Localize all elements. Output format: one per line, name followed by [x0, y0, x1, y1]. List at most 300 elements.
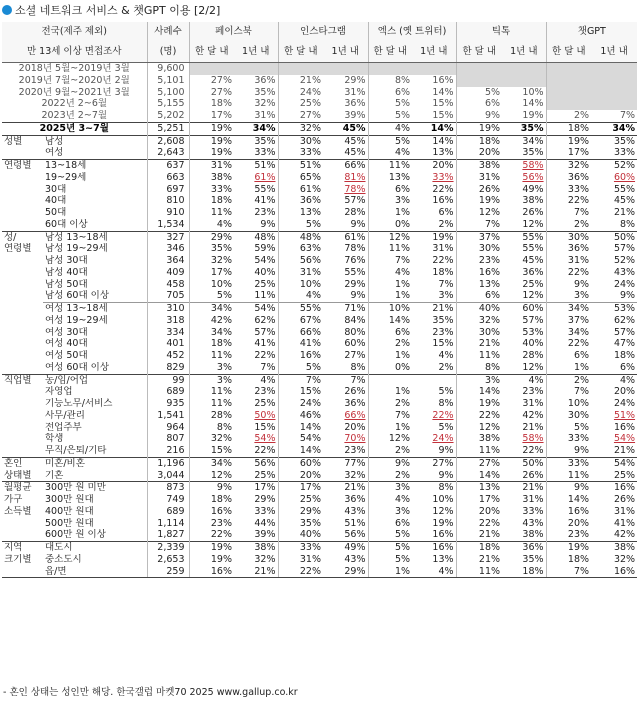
subgroup-label: 무직/은퇴/기타	[45, 445, 107, 456]
header-month: 한 달 내	[278, 42, 323, 63]
value-cell: 19%	[522, 110, 544, 121]
value-cell: 1%	[368, 350, 412, 362]
value-cell: 5%	[368, 135, 412, 147]
value-cell: 25%	[522, 278, 544, 290]
value-cell: 2%	[546, 374, 591, 386]
value-cell: 27%	[189, 87, 234, 99]
value-cell: 3%	[368, 506, 412, 518]
table-row	[2, 433, 637, 445]
value-cell: 16%	[591, 566, 637, 578]
value-cell: 30%	[546, 410, 591, 422]
value-cell: 6%	[619, 361, 636, 373]
value-cell: 30%	[546, 231, 591, 243]
sample-count: 689	[147, 506, 189, 518]
value-cell: 16%	[591, 482, 637, 494]
sample-count: 452	[147, 350, 189, 362]
value-cell: 26%	[522, 207, 544, 218]
value-cell: 78%	[344, 243, 366, 255]
sample-count: 689	[147, 386, 189, 398]
value-cell: 12%	[456, 422, 502, 434]
value-cell: 31%	[456, 172, 502, 184]
value-cell: 10%	[432, 494, 454, 505]
subgroup-label: 남성 30대	[45, 255, 88, 266]
value-cell: 7%	[368, 410, 412, 422]
value-cell: 9%	[350, 290, 366, 302]
value-cell: 14%	[432, 86, 454, 98]
subgroup-label: 500만 원대	[45, 517, 94, 529]
subgroup-label: 여성 13~18세	[43, 303, 147, 315]
history-period: 2018년 5월~2019년 3월	[18, 63, 130, 74]
sample-count: 1,196	[147, 457, 189, 469]
value-cell: 21%	[613, 445, 636, 456]
sample-count: 327	[147, 231, 189, 243]
group-label-empty	[2, 279, 43, 291]
value-cell: 16%	[189, 566, 234, 578]
subgroup-label: 여성 60대 이상	[45, 361, 110, 373]
value-cell: 31%	[546, 255, 591, 267]
table-row	[2, 554, 637, 566]
value-cell: 19%	[189, 554, 234, 566]
value-cell: 62%	[254, 314, 276, 326]
value-cell: 21%	[234, 566, 278, 578]
value-cell: 51%	[613, 409, 636, 421]
value-cell: 35%	[432, 314, 454, 326]
value-cell: 14%	[412, 135, 456, 147]
value-cell: 30%	[456, 243, 502, 255]
table-row	[2, 350, 637, 362]
group-label: 연령별	[2, 160, 43, 172]
value-cell: 21%	[278, 75, 323, 87]
value-cell: 51%	[278, 160, 323, 172]
value-cell: 60%	[344, 338, 366, 350]
table-row	[2, 470, 637, 482]
value-cell: 23%	[189, 518, 234, 530]
value-cell: 22%	[546, 195, 591, 207]
value-cell: 39%	[344, 110, 366, 121]
sample-count: 2,653	[147, 554, 189, 566]
value-cell: 19%	[412, 231, 456, 243]
group-label-empty	[2, 338, 43, 350]
subgroup-label: 자영업	[45, 386, 73, 398]
value-cell: 31%	[278, 267, 323, 279]
value-cell: 9%	[438, 469, 454, 481]
sample-count: 964	[147, 422, 189, 434]
value-cell: 6%	[456, 290, 502, 302]
value-cell: 7%	[323, 374, 368, 386]
header-month: 한 달 내	[456, 42, 502, 63]
value-cell: 19%	[432, 517, 454, 529]
value-cell: 28%	[522, 350, 544, 361]
value-cell: 66%	[278, 327, 323, 339]
table-row	[2, 445, 637, 457]
table-row	[2, 195, 637, 207]
value-cell: 66%	[323, 160, 368, 172]
sample-count: 318	[147, 315, 189, 327]
value-cell: 27%	[278, 110, 323, 122]
sample-count: 5,202	[147, 110, 189, 122]
footer-note: - 혼인 상태는 성인만 해당. 한국갤럽 마켓70 2025 www.gallup.co.kr	[3, 687, 298, 698]
value-cell	[278, 63, 323, 75]
value-cell	[502, 63, 546, 75]
value-cell: 22%	[456, 410, 502, 422]
value-cell: 42%	[522, 409, 544, 421]
group-label: 직업별	[2, 374, 43, 386]
value-cell: 5%	[278, 219, 323, 231]
subgroup-label: 학생	[45, 433, 64, 445]
sample-count: 749	[147, 494, 189, 506]
value-cell: 33%	[189, 184, 234, 196]
value-cell: 12%	[368, 231, 412, 243]
value-cell: 57%	[613, 326, 636, 338]
value-cell: 23%	[254, 386, 276, 398]
value-cell: 51%	[234, 160, 278, 172]
value-cell: 36%	[502, 542, 546, 554]
value-cell: 6%	[368, 518, 412, 530]
table-row	[2, 410, 637, 422]
table-body	[2, 63, 637, 578]
value-cell: 2%	[438, 361, 454, 373]
value-cell: 35%	[522, 553, 544, 565]
value-cell: 7%	[546, 386, 591, 398]
value-cell: 22%	[456, 518, 502, 530]
sample-count: 334	[147, 327, 189, 339]
value-cell: 19%	[456, 195, 502, 207]
subgroup-label: 남성 50대	[45, 278, 88, 290]
history-row	[2, 110, 637, 122]
sample-count: 2,608	[147, 135, 189, 147]
value-cell: 60%	[278, 457, 323, 469]
sns-usage-table	[2, 22, 637, 578]
value-cell: 14%	[278, 422, 323, 434]
subgroup-label: 40대	[45, 195, 67, 207]
value-cell: 38%	[456, 160, 502, 172]
value-cell	[546, 98, 591, 110]
sample-count: 409	[147, 267, 189, 279]
table-row	[2, 184, 637, 196]
sample-count: 1,534	[147, 219, 189, 231]
value-cell: 25%	[254, 398, 276, 409]
value-cell: 13%	[368, 172, 412, 184]
value-cell: 18%	[456, 135, 502, 147]
header-month: 한 달 내	[546, 42, 591, 63]
value-cell: 18%	[189, 338, 234, 350]
group-label-empty	[2, 184, 43, 196]
value-cell: 20%	[278, 470, 323, 482]
value-cell	[234, 63, 278, 75]
value-cell: 12%	[368, 433, 412, 445]
value-cell: 2%	[546, 110, 591, 122]
value-cell: 13%	[278, 207, 323, 219]
value-cell: 4%	[368, 267, 412, 279]
table-row	[2, 494, 637, 506]
value-cell: 16%	[546, 506, 591, 518]
subgroup-label: 남성 60대 이상	[45, 290, 110, 302]
table-row	[2, 243, 637, 255]
value-cell: 9%	[546, 445, 591, 457]
value-cell: 10%	[189, 279, 234, 291]
value-cell: 55%	[344, 266, 366, 278]
value-cell: 7%	[546, 207, 591, 219]
value-cell: 37%	[456, 231, 502, 243]
table-row	[2, 457, 637, 469]
value-cell: 37%	[546, 315, 591, 327]
value-cell: 26%	[456, 184, 502, 196]
value-cell: 10%	[546, 398, 591, 410]
value-cell: 44%	[254, 517, 276, 529]
value-cell: 32%	[456, 315, 502, 327]
value-cell: 42%	[613, 529, 636, 541]
group-label-empty	[2, 566, 43, 578]
table-row	[2, 303, 637, 315]
value-cell: 45%	[344, 147, 366, 159]
value-cell: 16%	[432, 529, 454, 541]
value-cell: 35%	[234, 135, 278, 147]
sample-count: 99	[147, 374, 189, 386]
group-label-empty	[2, 362, 43, 374]
value-cell: 55%	[522, 243, 544, 255]
value-cell: 57%	[613, 243, 636, 255]
sample-count: 637	[147, 160, 189, 172]
value-cell: 19%	[546, 135, 591, 147]
value-cell: 55%	[278, 303, 323, 315]
subgroup-label: 읍/면	[43, 566, 147, 578]
table-row	[2, 422, 637, 434]
value-cell: 55%	[254, 183, 276, 195]
sample-count: 5,251	[147, 122, 189, 135]
value-cell: 54%	[278, 433, 323, 445]
value-cell: 43%	[522, 517, 544, 529]
value-cell: 50%	[254, 409, 276, 421]
value-cell: 31%	[278, 554, 323, 566]
group-label: 크기별	[4, 553, 32, 565]
value-cell: 24%	[613, 398, 636, 409]
value-cell: 55%	[502, 231, 546, 243]
value-cell: 19%	[456, 398, 502, 410]
group-label-empty	[2, 207, 43, 219]
value-cell: 54%	[613, 433, 636, 445]
page-title: 소셜 네트워크 서비스 & 챗GPT 이용 [2/2]	[2, 3, 220, 19]
value-cell: 81%	[344, 171, 366, 183]
value-cell: 11%	[546, 470, 591, 482]
value-cell: 17%	[456, 494, 502, 506]
value-cell: 20%	[613, 386, 636, 398]
value-cell: 11%	[368, 160, 412, 172]
sample-count: 935	[147, 398, 189, 410]
value-cell: 21%	[456, 554, 502, 566]
sample-count: 3,044	[147, 470, 189, 482]
value-cell: 24%	[278, 87, 323, 99]
subgroup-label: 600만 원 이상	[45, 529, 106, 541]
subgroup-label: 여성 19~29세	[45, 314, 108, 326]
value-cell: 33%	[546, 457, 591, 469]
value-cell: 22%	[432, 409, 454, 421]
sample-count: 1,114	[147, 518, 189, 530]
value-cell: 21%	[613, 207, 636, 218]
value-cell: 54%	[254, 433, 276, 445]
value-cell: 33%	[254, 505, 276, 517]
value-cell: 48%	[278, 231, 323, 243]
value-cell: 4%	[368, 122, 412, 135]
value-cell: 38%	[456, 433, 502, 445]
value-cell: 1%	[368, 566, 412, 578]
value-cell: 67%	[278, 315, 323, 327]
value-cell	[502, 75, 546, 87]
value-cell: 76%	[344, 255, 366, 266]
value-cell: 31%	[189, 160, 234, 172]
value-cell: 34%	[234, 122, 278, 135]
value-cell	[368, 374, 412, 386]
value-cell: 60%	[502, 303, 546, 315]
value-cell: 1%	[368, 422, 412, 434]
sample-count: 310	[147, 303, 189, 315]
value-cell: 10%	[522, 86, 544, 98]
value-cell: 20%	[412, 160, 456, 172]
value-cell: 54%	[591, 457, 637, 469]
value-cell: 29%	[278, 506, 323, 518]
value-cell: 11%	[456, 445, 502, 457]
value-cell: 50%	[502, 457, 546, 469]
value-cell: 31%	[522, 398, 544, 409]
value-cell: 32%	[546, 160, 591, 172]
value-cell: 22%	[522, 445, 544, 456]
value-cell: 11%	[189, 207, 234, 219]
value-cell: 5%	[438, 386, 454, 398]
value-cell: 29%	[344, 74, 366, 86]
group-label: 소득별	[4, 505, 32, 517]
table-row	[2, 160, 637, 172]
group-label-empty	[2, 386, 43, 398]
value-cell: 34%	[546, 303, 591, 315]
table-row	[2, 267, 637, 279]
value-cell: 22%	[189, 529, 234, 541]
subgroup-label: 남성 19~29세	[45, 243, 108, 255]
group-label-empty	[2, 195, 43, 207]
value-cell: 9%	[189, 482, 234, 494]
header-platform-chatgpt: 챗GPT	[546, 22, 637, 42]
value-cell: 23%	[456, 255, 502, 267]
value-cell: 36%	[546, 172, 591, 184]
subgroup-label: 19~29세	[45, 171, 87, 183]
value-cell: 19%	[189, 122, 234, 135]
value-cell: 34%	[189, 327, 234, 339]
subgroup-label: 남성	[43, 135, 147, 147]
value-cell: 3%	[368, 195, 412, 207]
value-cell: 41%	[254, 195, 276, 207]
table-row	[2, 172, 637, 184]
value-cell: 12%	[189, 470, 234, 482]
value-cell: 20%	[546, 518, 591, 530]
value-cell: 21%	[412, 303, 456, 315]
sample-count: 5,101	[147, 75, 189, 87]
value-cell: 0%	[368, 219, 412, 231]
history-row	[2, 87, 637, 99]
value-cell: 3%	[189, 362, 234, 374]
value-cell: 23%	[254, 207, 276, 218]
value-cell: 33%	[254, 147, 276, 159]
history-period: 2023년 2~7월	[41, 110, 108, 121]
subgroup-label: 50대	[45, 207, 67, 218]
table-row	[2, 362, 637, 374]
value-cell: 38%	[189, 172, 234, 184]
value-cell: 49%	[323, 542, 368, 554]
sample-count: 663	[147, 172, 189, 184]
value-cell: 6%	[368, 87, 412, 99]
sample-count: 364	[147, 255, 189, 267]
sample-count: 5,155	[147, 98, 189, 110]
value-cell: 5%	[438, 421, 454, 433]
value-cell	[368, 63, 412, 75]
value-cell	[546, 63, 591, 75]
value-cell: 3%	[546, 290, 591, 302]
sample-count: 401	[147, 338, 189, 350]
header-corner-line1: 전국(제주 제외)	[2, 22, 147, 42]
value-cell: 32%	[254, 553, 276, 565]
group-label-empty	[2, 398, 43, 410]
header-month: 한 달 내	[368, 42, 412, 63]
value-cell: 61%	[323, 231, 368, 243]
value-cell: 80%	[344, 326, 366, 338]
value-cell: 38%	[522, 195, 544, 207]
header-samples-line1: 사례수	[147, 22, 189, 42]
table-row	[2, 398, 637, 410]
value-cell: 19%	[546, 542, 591, 554]
header-platform-instagram: 인스타그램	[278, 22, 368, 42]
value-cell: 9%	[260, 218, 276, 230]
value-cell: 4%	[502, 374, 546, 386]
value-cell: 11%	[456, 566, 502, 578]
value-cell: 36%	[344, 98, 366, 110]
value-cell: 8%	[438, 398, 454, 409]
history-row	[2, 75, 637, 87]
value-cell: 5%	[189, 290, 234, 302]
value-cell: 16%	[613, 421, 636, 433]
value-cell	[323, 63, 368, 75]
value-cell: 21%	[323, 482, 368, 494]
value-cell: 36%	[344, 494, 366, 505]
sample-count: 259	[147, 566, 189, 578]
value-cell: 14%	[368, 315, 412, 327]
value-cell: 21%	[502, 482, 546, 494]
subgroup-label: 사무/관리	[45, 409, 85, 421]
value-cell: 4%	[591, 374, 637, 386]
value-cell: 24%	[432, 433, 454, 445]
value-cell: 7%	[619, 110, 636, 121]
value-cell: 35%	[278, 518, 323, 530]
subgroup-label: 300만 원대	[45, 494, 94, 505]
value-cell: 4%	[368, 147, 412, 159]
sample-count: 9,600	[147, 63, 189, 75]
value-cell: 25%	[278, 98, 323, 110]
value-cell: 43%	[613, 266, 636, 278]
value-cell: 70%	[344, 433, 366, 445]
table-row	[2, 255, 637, 267]
value-cell	[412, 63, 456, 75]
header-year: 1년 내	[234, 42, 278, 63]
value-cell: 43%	[344, 553, 366, 565]
value-cell: 21%	[522, 421, 544, 433]
value-cell: 33%	[432, 171, 454, 183]
table-row	[2, 219, 637, 231]
value-cell: 54%	[254, 255, 276, 266]
value-cell: 12%	[522, 290, 544, 302]
value-cell: 4%	[234, 374, 278, 386]
value-cell: 1%	[368, 386, 412, 398]
value-cell: 23%	[522, 386, 544, 398]
group-label-empty	[2, 518, 43, 530]
value-cell: 22%	[254, 445, 276, 456]
value-cell: 77%	[323, 457, 368, 469]
value-cell: 65%	[278, 172, 323, 184]
